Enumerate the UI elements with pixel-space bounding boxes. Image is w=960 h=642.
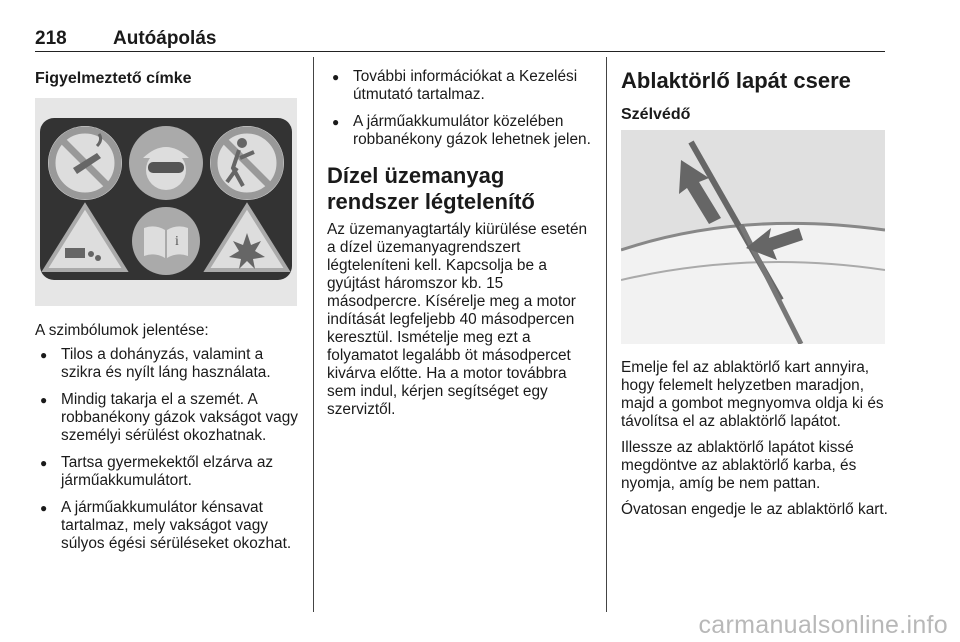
right-column-text: [621, 359, 889, 519]
wiper-blade-heading: Ablaktörlő lapát csere: [621, 68, 851, 93]
warning-label-image: [35, 98, 297, 306]
page-number: 218: [35, 28, 67, 49]
list-item: ● A járműakkumulátor kénsavat tartalmaz, mely vakságot vagy súlyos égési sérüléseket okozhat.: [35, 499, 300, 553]
section-title: Autóápolás: [113, 28, 217, 49]
symbol-list: [35, 346, 300, 553]
left-column: [35, 70, 300, 88]
column-divider-left: [313, 57, 314, 612]
keep-away-children-icon: [210, 126, 284, 200]
list-item: ● Tartsa gyermekektől elzárva az járműakkumulátort.: [35, 454, 300, 490]
warning-label-heading: Figyelmeztető címke: [35, 70, 192, 87]
right-column: [621, 68, 891, 124]
list-item: ● Mindig takarja el a szemét. A robbanékony gázok vakságot vagy személyi sérülést okozhatnak.: [35, 391, 300, 445]
no-smoking-icon: [48, 126, 122, 200]
list-item: ● Tilos a dohányzás, valamint a szikra és nyílt láng használata.: [35, 346, 300, 382]
paragraph: Emelje fel az ablaktörlő kart annyira, hogy felemelt helyzetben maradjon, majd a gombot megnyomva oldja ki és távolítsa el az ablaktörlő lapátot.: [621, 359, 884, 430]
header-rule: [35, 51, 885, 52]
watermark: carmanualsonline.info: [698, 611, 948, 639]
left-column-text: [35, 322, 300, 562]
arrow-up-icon: [679, 160, 721, 224]
middle-column: [327, 68, 597, 419]
list-item: ● További információkat a Kezelési útmutató tartalmaz.: [327, 68, 597, 104]
eye-protection-icon: [129, 126, 203, 200]
svg-text:i: i: [175, 234, 179, 249]
wiper-blade-image: [621, 130, 885, 344]
symbols-intro: A szimbólumok jelentése:: [35, 322, 209, 339]
list-item: ● A járműakkumulátor közelében robbanékony gázok lehetnek jelen.: [327, 113, 597, 149]
read-manual-icon: [132, 207, 200, 275]
windscreen-subheading: Szélvédő: [621, 106, 691, 123]
paragraph: Óvatosan engedje le az ablaktörlő kart.: [621, 501, 888, 518]
info-list: [327, 68, 597, 149]
column-divider-right: [606, 57, 607, 612]
paragraph: Illessze az ablaktörlő lapátot kissé megdöntve az ablaktörlő karba, és nyomja, amíg be nem pattan.: [621, 439, 857, 492]
diesel-bleeding-heading: Dízel üzemanyag rendszer légtelenítő: [327, 163, 535, 214]
diesel-bleeding-body: Az üzemanyagtartály kiürülése esetén a dízel üzemanyagrendszert légteleníteni kell. Kapcsolja be a gyújtást háromszor kb. 15 másodpercre. Kísérelje meg a motor indítását legfeljebb 40 másodpercen keresztül. Ismételje meg ezt a folyamatot legalább öt másodpercet kivárva előtte. Ha a motor továbbra sem indul, kérjen segítséget egy szerviztől.: [327, 221, 588, 418]
